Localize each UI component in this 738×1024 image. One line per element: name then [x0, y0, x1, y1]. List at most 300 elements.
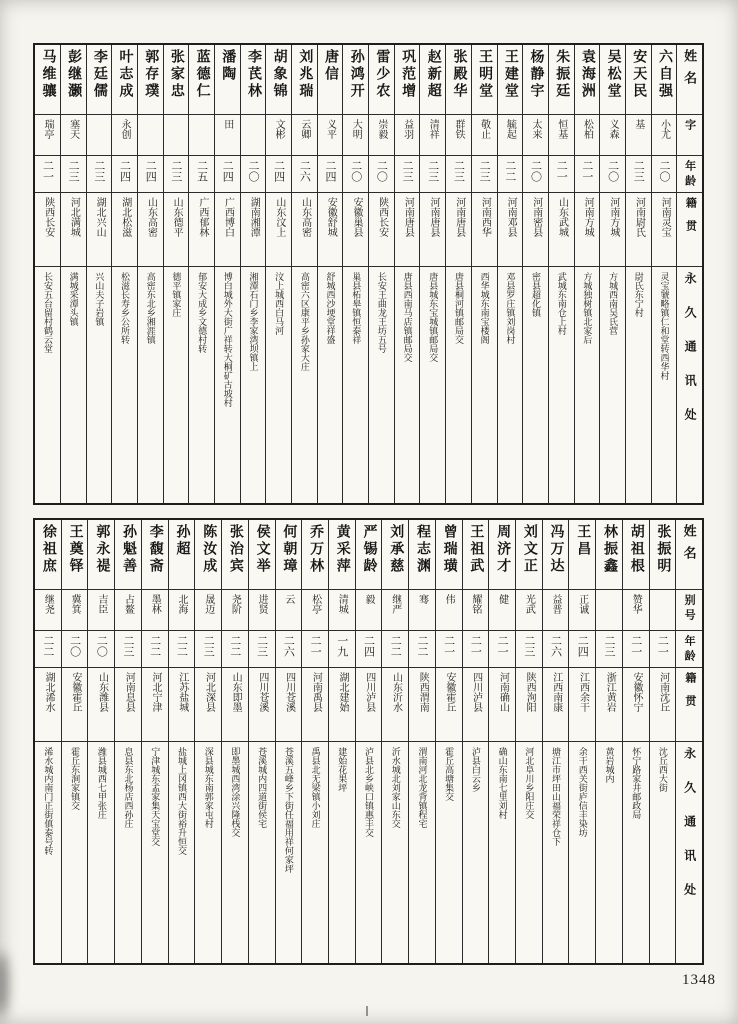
header-column: [675, 520, 702, 963]
person-name: 六自强: [652, 45, 677, 115]
person-age: 二〇: [88, 631, 114, 668]
person-address: 塘江市坪田山福荣祥仓下: [551, 747, 562, 846]
person-age: 二五: [189, 156, 214, 193]
person-name: 潘陶: [215, 45, 240, 115]
person-age: 二一: [549, 156, 574, 193]
person-name: 黄采萍: [329, 520, 355, 590]
person-native: 四川泸县: [463, 668, 489, 742]
person-address: 黄岩城内: [604, 747, 615, 783]
person-column: [574, 45, 600, 503]
person-age: 二三: [626, 156, 651, 193]
person-column: [61, 520, 88, 963]
person-age: 二三: [87, 156, 112, 193]
person-name: 周济才: [489, 520, 515, 590]
person-age: 二〇: [600, 156, 625, 193]
person-age: 二四: [569, 631, 595, 668]
person-alias: [596, 590, 622, 631]
person-alias: 尧阶: [222, 590, 248, 631]
person-native: 山东即墨: [222, 668, 248, 742]
person-address: 盐城上冈镇西大街裕升恒交: [176, 747, 187, 855]
person-age: 二三: [446, 156, 471, 193]
person-address: 方城西南吴氏营: [608, 272, 619, 335]
person-native: 河南方城: [575, 193, 600, 267]
person-column: [168, 520, 195, 963]
person-alias: [164, 115, 189, 156]
person-native: 四川苍溪: [249, 668, 275, 742]
person-address: 高密东北乡湘涯镇: [145, 272, 156, 344]
person-column: [651, 45, 677, 503]
person-column: [86, 45, 112, 503]
person-native: 安徽霍丘: [436, 668, 462, 742]
person-name: 孙魁善: [115, 520, 141, 590]
header-name-label: 姓名: [677, 45, 702, 115]
person-age: 二一: [436, 631, 462, 668]
header-alias-label: 别号: [676, 590, 702, 631]
person-age: 二二: [169, 631, 195, 668]
bottom-registry-table: [33, 518, 704, 965]
person-name: 何朝璋: [276, 520, 302, 590]
person-column: [328, 520, 355, 963]
person-age: 二一: [575, 156, 600, 193]
person-age: 二四: [138, 156, 163, 193]
person-alias: 正诚: [569, 590, 595, 631]
person-alias: 清城: [329, 590, 355, 631]
page-number: 1348: [682, 972, 716, 988]
person-column: [355, 520, 382, 963]
person-column: [497, 45, 523, 503]
person-name: 张殿华: [446, 45, 471, 115]
person-column: [87, 520, 114, 963]
person-native: 河南沈丘: [650, 668, 676, 742]
person-native: 安徽舒城: [318, 193, 343, 267]
person-age: 二〇: [652, 156, 677, 193]
person-column: [194, 520, 221, 963]
person-native: 安徽怀宁: [623, 668, 649, 742]
person-address: 尉氏东宁村: [633, 272, 644, 317]
person-column: [515, 520, 542, 963]
person-age: 二三: [195, 631, 221, 668]
person-name: 曾瑞璜: [436, 520, 462, 590]
person-age: 二二: [382, 631, 408, 668]
person-column: [265, 45, 291, 503]
person-column: [141, 520, 168, 963]
person-name: 孙超: [169, 520, 195, 590]
person-native: 广西郁林: [189, 193, 214, 267]
person-name: 马维骧: [35, 45, 60, 115]
person-alias: [87, 115, 112, 156]
person-address: 禹县北无梁镇小刘庄: [310, 747, 321, 828]
person-name: 刘文正: [516, 520, 542, 590]
person-address: 巢县柘皋镇恒泰祥: [351, 272, 362, 344]
person-age: 二〇: [523, 156, 548, 193]
person-alias: 益普: [543, 590, 569, 631]
person-name: 张振明: [650, 520, 676, 590]
person-alias: 继严: [382, 590, 408, 631]
person-column: [221, 520, 248, 963]
person-alias: [650, 590, 676, 631]
person-name: 林振鑫: [596, 520, 622, 590]
person-age: 二二: [498, 156, 523, 193]
person-address: 湘潭石门乡李家湾坝镇上: [248, 272, 259, 371]
person-address: 兴山夫子岩镇: [94, 272, 105, 326]
person-address: 高密六区康平乡孙家大庄: [299, 272, 310, 371]
person-address: 建始花果坪: [337, 747, 348, 792]
person-address: 唐县城东宝城镇邮局交: [428, 272, 439, 362]
person-alias: 益羽: [395, 115, 420, 156]
person-native: 山东德平: [164, 193, 189, 267]
person-address: 长安五台留村鹤云堂: [42, 272, 53, 353]
header-alias-label: 字: [677, 115, 702, 156]
person-name: 胡象锦: [266, 45, 291, 115]
person-native: 河南方城: [600, 193, 625, 267]
person-age: 二三: [516, 631, 542, 668]
header-column: [676, 45, 702, 503]
person-address: 浠水城内南门正街傎泰号转: [43, 747, 54, 855]
person-alias: 田: [215, 115, 240, 156]
person-name: 叶志成: [112, 45, 137, 115]
person-age: 二四: [356, 631, 382, 668]
person-column: [599, 45, 625, 503]
person-address: 河北阜川乡阳庄交: [524, 747, 535, 819]
person-age: 二三: [249, 631, 275, 668]
person-native: 河南唐县: [395, 193, 420, 267]
person-column: [137, 45, 163, 503]
person-age: 二一: [650, 631, 676, 668]
person-address: 邓县罗庄镇刘岗村: [505, 272, 516, 344]
person-native: 湖北浠水: [35, 668, 61, 742]
person-age: 二三: [61, 156, 86, 193]
person-name: 刘承慈: [382, 520, 408, 590]
person-alias: 吉臣: [88, 590, 114, 631]
person-alias: 耀铭: [463, 590, 489, 631]
person-column: [625, 45, 651, 503]
person-name: 徐祖庶: [35, 520, 61, 590]
person-name: 李廷儒: [87, 45, 112, 115]
person-name: 张家忠: [164, 45, 189, 115]
person-alias: 北海: [169, 590, 195, 631]
scan-tick-mark: [366, 1006, 368, 1016]
person-alias: 伟: [436, 590, 462, 631]
scan-smudge: [0, 952, 8, 1016]
person-column: [408, 520, 435, 963]
person-age: 二二: [222, 631, 248, 668]
person-age: 二四: [318, 156, 343, 193]
person-name: 袁海洲: [575, 45, 600, 115]
person-address: 唐县西南马店镇邮局交: [402, 272, 413, 362]
person-address: 松滋长寿乡公所转: [120, 272, 131, 344]
person-alias: 云卿: [292, 115, 317, 156]
person-address: 唐县桐河镇邮局交: [453, 272, 464, 344]
person-name: 彭继灏: [61, 45, 86, 115]
person-name: 王建堂: [498, 45, 523, 115]
person-age: 二〇: [343, 156, 368, 193]
person-column: [419, 45, 445, 503]
person-column: [435, 520, 462, 963]
person-alias: 光武: [516, 590, 542, 631]
person-name: 王奠铎: [62, 520, 88, 590]
person-native: 河南唐县: [446, 193, 471, 267]
person-native: 山东高密: [138, 193, 163, 267]
person-alias: 健: [489, 590, 515, 631]
header-native-label: 籍贯: [677, 193, 702, 267]
header-name-label: 姓名: [676, 520, 702, 590]
person-native: 湖南湘潭: [241, 193, 266, 267]
person-name: 刘兆瑞: [292, 45, 317, 115]
person-alias: 松柏: [575, 115, 600, 156]
person-alias: 义森: [600, 115, 625, 156]
person-column: [368, 45, 394, 503]
person-alias: 恒基: [549, 115, 574, 156]
person-column: [649, 520, 676, 963]
person-native: 湖北兴山: [87, 193, 112, 267]
person-column: [568, 520, 595, 963]
person-age: 二六: [276, 631, 302, 668]
person-address: 渭南河北龙背镇程宅: [417, 747, 428, 828]
person-native: 河南邓县: [498, 193, 523, 267]
person-age: 二四: [215, 156, 240, 193]
person-column: [317, 45, 343, 503]
person-column: [35, 520, 61, 963]
person-alias: 墨林: [142, 590, 168, 631]
person-age: 二二: [409, 631, 435, 668]
person-address: 深县城东南郭家屯村: [203, 747, 214, 828]
person-name: 郭永禔: [88, 520, 114, 590]
person-name: 陈汝成: [195, 520, 221, 590]
person-name: 乔万林: [302, 520, 328, 590]
person-native: 河南尉氏: [626, 193, 651, 267]
person-column: [60, 45, 86, 503]
header-native-label: 籍贯: [676, 668, 702, 742]
person-age: 二〇: [241, 156, 266, 193]
person-column: [622, 520, 649, 963]
person-native: 四川泸县: [356, 668, 382, 742]
person-name: 吴松堂: [600, 45, 625, 115]
person-address: 苍溪城内四道街侯宅: [257, 747, 268, 828]
person-age: 二四: [112, 156, 137, 193]
person-column: [471, 45, 497, 503]
person-column: [214, 45, 240, 503]
person-column: [275, 520, 302, 963]
person-native: 江苏盐城: [169, 668, 195, 742]
person-native: 山东武城: [549, 193, 574, 267]
person-age: 二二: [35, 631, 61, 668]
person-native: 江西南康: [543, 668, 569, 742]
person-name: 蓝德仁: [189, 45, 214, 115]
person-age: 二四: [266, 156, 291, 193]
person-address: 满城采潭头镇: [68, 272, 79, 326]
person-column: [240, 45, 266, 503]
person-column: [542, 520, 569, 963]
person-address: 潍县城西七甲张庄: [96, 747, 107, 819]
person-alias: 云: [276, 590, 302, 631]
person-alias: 大明: [343, 115, 368, 156]
person-name: 巩范增: [395, 45, 420, 115]
person-native: 山东汶上: [266, 193, 291, 267]
person-address: 汶上城西白马河: [274, 272, 285, 335]
person-address: 泸县白云乡: [470, 747, 481, 792]
person-age: 二一: [35, 156, 60, 193]
person-age: 二六: [292, 156, 317, 193]
person-alias: 瑞亭: [35, 115, 60, 156]
person-alias: 继尧: [35, 590, 61, 631]
person-alias: 清祥: [420, 115, 445, 156]
person-address: 怀宁路家井邮政局: [631, 747, 642, 819]
person-address: 西华城东南宝楼阁: [479, 272, 490, 344]
person-native: 湖北松滋: [112, 193, 137, 267]
header-age-label: 年龄: [677, 156, 702, 193]
person-native: 浙江黄岩: [596, 668, 622, 742]
person-name: 安天民: [626, 45, 651, 115]
person-age: 二六: [543, 631, 569, 668]
person-native: 河南密县: [523, 193, 548, 267]
person-address: 武城东南仓上村: [556, 272, 567, 335]
person-address: 霍丘高塘集交: [444, 747, 455, 801]
person-native: 河北满城: [61, 193, 86, 267]
person-address: 长安王曲龙王坊五号: [376, 272, 387, 353]
person-native: 江西余干: [569, 668, 595, 742]
header-age-label: 年龄: [676, 631, 702, 668]
person-address: 方城独树镇北家后: [582, 272, 593, 344]
person-alias: 进贤: [249, 590, 275, 631]
header-address-label: 永久通讯处: [683, 272, 698, 442]
person-address: 博白城外大街广祥转大桐矿古坡村: [222, 272, 233, 407]
person-name: 李芪林: [241, 45, 266, 115]
person-age: 二一: [463, 631, 489, 668]
person-age: 二一: [302, 631, 328, 668]
person-alias: 基: [626, 115, 651, 156]
person-column: [488, 520, 515, 963]
person-native: 湖北建始: [329, 668, 355, 742]
person-column: [381, 520, 408, 963]
person-native: 山东高密: [292, 193, 317, 267]
person-age: 二〇: [369, 156, 394, 193]
person-age: 二一: [489, 631, 515, 668]
person-native: 河北深县: [195, 668, 221, 742]
person-age: 二三: [472, 156, 497, 193]
person-name: 侯文举: [249, 520, 275, 590]
person-alias: 永创: [112, 115, 137, 156]
person-age: 二〇: [62, 631, 88, 668]
person-alias: 敬止: [472, 115, 497, 156]
person-native: 四川苍溪: [276, 668, 302, 742]
person-native: 河南灵宝: [652, 193, 677, 267]
person-alias: [241, 115, 266, 156]
person-column: [301, 520, 328, 963]
person-column: [548, 45, 574, 503]
person-native: 安徽巢县: [343, 193, 368, 267]
person-column: [114, 520, 141, 963]
person-name: 王明堂: [472, 45, 497, 115]
person-alias: 毓起: [498, 115, 523, 156]
person-address: 霍丘东涧家镇交: [70, 747, 81, 810]
person-name: 严锡龄: [356, 520, 382, 590]
person-native: 河南唐县: [420, 193, 445, 267]
person-alias: 群铁: [446, 115, 471, 156]
person-address: 沂水城北刘家山东交: [390, 747, 401, 828]
person-name: 冯万达: [543, 520, 569, 590]
person-alias: 骞: [409, 590, 435, 631]
person-address: 即墨城西湾涂兴隆栈交: [230, 747, 241, 837]
person-address: 宁津城东孟家集天宝堂交: [150, 747, 161, 846]
person-column: [188, 45, 214, 503]
person-age: 二三: [596, 631, 622, 668]
person-alias: 晟迈: [195, 590, 221, 631]
person-column: [35, 45, 60, 503]
person-name: 雷少农: [369, 45, 394, 115]
person-alias: 冀箕: [62, 590, 88, 631]
person-name: 朱振廷: [549, 45, 574, 115]
person-name: 郭存璞: [138, 45, 163, 115]
person-native: 陕西长安: [369, 193, 394, 267]
person-age: 二一: [623, 631, 649, 668]
person-column: [394, 45, 420, 503]
person-address: 沈丘西大街: [657, 747, 668, 792]
person-column: [445, 45, 471, 503]
person-native: 陕西渭南: [409, 668, 435, 742]
person-name: 李馥斋: [142, 520, 168, 590]
person-alias: 义平: [318, 115, 343, 156]
person-name: 唐信: [318, 45, 343, 115]
person-address: 灵宝虢略镇仁和堂转西华村: [659, 272, 670, 380]
person-column: [163, 45, 189, 503]
person-column: [342, 45, 368, 503]
person-native: 广西博白: [215, 193, 240, 267]
person-native: 陕西洵阳: [516, 668, 542, 742]
person-name: 张治宾: [222, 520, 248, 590]
person-native: 山东沂水: [382, 668, 408, 742]
person-native: 河南禹县: [302, 668, 328, 742]
person-alias: 文彬: [266, 115, 291, 156]
person-alias: [189, 115, 214, 156]
person-age: 一九: [329, 631, 355, 668]
header-address-label: 永久通讯处: [682, 747, 697, 917]
person-alias: [138, 115, 163, 156]
person-alias: 毅: [356, 590, 382, 631]
person-age: 二三: [164, 156, 189, 193]
person-name: 王昌: [569, 520, 595, 590]
person-native: 陕西长安: [35, 193, 60, 267]
person-alias: 太来: [523, 115, 548, 156]
person-address: 确山东南七里刘村: [497, 747, 508, 819]
person-address: 苍溪五峰乡下街任福用祥何家坪: [283, 747, 294, 873]
person-name: 杨静宇: [523, 45, 548, 115]
person-alias: 塞天: [61, 115, 86, 156]
person-age: 二三: [420, 156, 445, 193]
person-age: 二三: [115, 631, 141, 668]
top-registry-table: [33, 43, 704, 505]
person-age: 二二: [142, 631, 168, 668]
person-address: 息县东北杨店西孙庄: [123, 747, 134, 828]
person-name: 孙鸿开: [343, 45, 368, 115]
person-name: 赵新超: [420, 45, 445, 115]
person-address: 密县超化镇: [531, 272, 542, 317]
person-column: [522, 45, 548, 503]
person-address: 郁安大成乡文德村转: [197, 272, 208, 353]
person-native: 河北宁津: [142, 668, 168, 742]
person-address: 余干西关街庐信丰染坊: [577, 747, 588, 837]
person-name: 程志渊: [409, 520, 435, 590]
person-column: [248, 520, 275, 963]
person-alias: 小尤: [652, 115, 677, 156]
person-name: 胡祖根: [623, 520, 649, 590]
person-name: 王祖武: [463, 520, 489, 590]
person-native: 河南息县: [115, 668, 141, 742]
person-native: 山东潍县: [88, 668, 114, 742]
person-alias: 松亭: [302, 590, 328, 631]
person-age: 二三: [395, 156, 420, 193]
person-address: 舒城西沙埂堂祥盛: [325, 272, 336, 344]
person-column: [291, 45, 317, 503]
